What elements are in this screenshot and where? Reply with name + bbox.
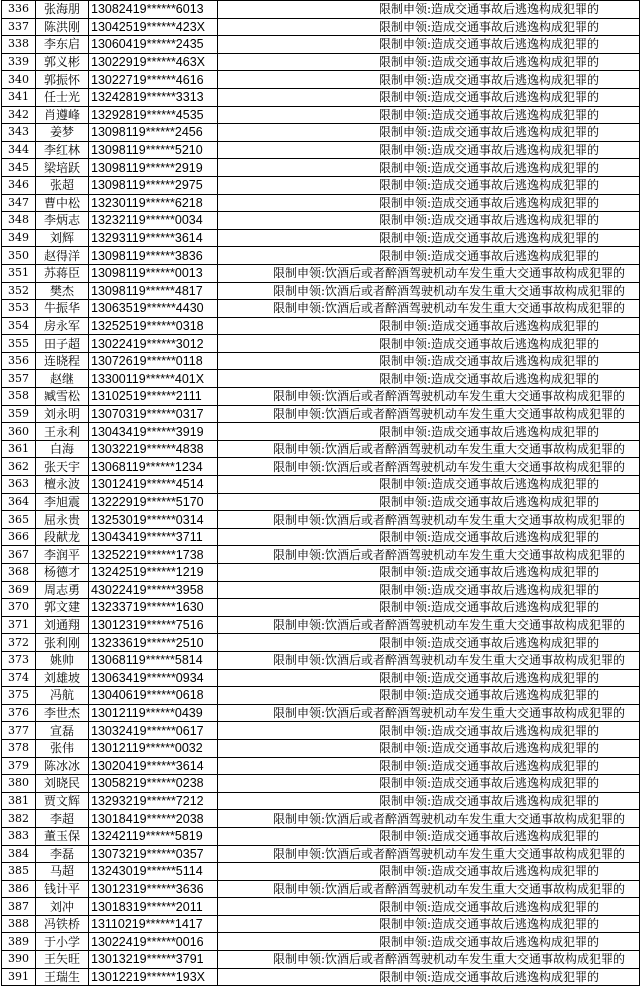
row-number: 382 (2, 810, 36, 828)
person-name: 冯铁桥 (36, 915, 89, 933)
id-number: 13043419******3711 (89, 528, 218, 546)
table-row (2, 141, 640, 159)
table-row (2, 388, 640, 406)
restriction-reason: 限制申领:造成交通事故后逃逸构成犯罪的 (218, 212, 640, 230)
restriction-reason: 限制申领:造成交通事故后逃逸构成犯罪的 (218, 757, 640, 775)
restriction-reason: 限制申领:造成交通事故后逃逸构成犯罪的 (218, 352, 640, 370)
person-name: 郭振怀 (36, 71, 89, 89)
row-number: 386 (2, 880, 36, 898)
table-row (2, 335, 640, 353)
person-name: 任士光 (36, 88, 89, 106)
table-row (2, 18, 640, 36)
restriction-reason: 限制申领:造成交通事故后逃逸构成犯罪的 (218, 493, 640, 511)
person-name: 张超 (36, 176, 89, 194)
id-number: 13300119******401X (89, 370, 218, 388)
row-number: 343 (2, 124, 36, 142)
table-row (2, 476, 640, 494)
row-number: 344 (2, 141, 36, 159)
restriction-reason: 限制申领:造成交通事故后逃逸构成犯罪的 (218, 968, 640, 986)
table-row (2, 212, 640, 230)
row-number: 366 (2, 528, 36, 546)
table-row (2, 511, 640, 529)
person-name: 刘通翔 (36, 616, 89, 634)
row-number: 342 (2, 106, 36, 124)
restriction-reason: 限制申领:造成交通事故后逃逸构成犯罪的 (218, 581, 640, 599)
row-number: 388 (2, 915, 36, 933)
row-number: 369 (2, 581, 36, 599)
person-name: 刘晓民 (36, 775, 89, 793)
table-row (2, 704, 640, 722)
id-number: 13063519******4430 (89, 300, 218, 318)
id-number: 13012419******4514 (89, 476, 218, 494)
table-row (2, 722, 640, 740)
person-name: 李超 (36, 810, 89, 828)
table-row (2, 36, 640, 54)
id-number: 13222919******5170 (89, 493, 218, 511)
id-number: 13098119******2975 (89, 176, 218, 194)
person-name: 梁培跃 (36, 159, 89, 177)
id-number: 13068119******1234 (89, 458, 218, 476)
person-name: 马超 (36, 863, 89, 881)
restriction-reason: 限制申领:饮酒后或者醉酒驾驶机动车发生重大交通事故构成犯罪的 (218, 546, 640, 564)
table-row (2, 124, 640, 142)
restriction-reason: 限制申领:造成交通事故后逃逸构成犯罪的 (218, 599, 640, 617)
person-name: 周志勇 (36, 581, 89, 599)
row-number: 391 (2, 968, 36, 986)
id-number: 13098119******4817 (89, 282, 218, 300)
id-number: 13032219******4838 (89, 440, 218, 458)
table-row (2, 581, 640, 599)
restriction-reason: 限制申领:造成交通事故后逃逸构成犯罪的 (218, 106, 640, 124)
restriction-reason: 限制申领:造成交通事故后逃逸构成犯罪的 (218, 827, 640, 845)
person-name: 张伟 (36, 739, 89, 757)
table-row (2, 300, 640, 318)
restriction-reason: 限制申领:饮酒后或者醉酒驾驶机动车发生重大交通事故构成犯罪的 (218, 810, 640, 828)
id-number: 13013219******3791 (89, 951, 218, 969)
restriction-reason: 限制申领:饮酒后或者醉酒驾驶机动车发生重大交通事故构成犯罪的 (218, 282, 640, 300)
id-number: 13233719******1630 (89, 599, 218, 617)
person-name: 杨德才 (36, 564, 89, 582)
person-name: 陈洪刚 (36, 18, 89, 36)
restriction-reason: 限制申领:饮酒后或者醉酒驾驶机动车发生重大交通事故构成犯罪的 (218, 388, 640, 406)
person-name: 贾文辉 (36, 792, 89, 810)
id-number: 13098119******2919 (89, 159, 218, 177)
id-number: 13293119******3614 (89, 229, 218, 247)
id-number: 13098119******0013 (89, 264, 218, 282)
table-row (2, 317, 640, 335)
restriction-reason: 限制申领:饮酒后或者醉酒驾驶机动车发生重大交通事故构成犯罪的 (218, 440, 640, 458)
restriction-reason: 限制申领:造成交通事故后逃逸构成犯罪的 (218, 898, 640, 916)
row-number: 378 (2, 739, 36, 757)
restriction-reason: 限制申领:造成交通事故后逃逸构成犯罪的 (218, 124, 640, 142)
id-number: 13020419******3614 (89, 757, 218, 775)
row-number: 349 (2, 229, 36, 247)
person-name: 姚帅 (36, 651, 89, 669)
row-number: 372 (2, 634, 36, 652)
person-name: 李东启 (36, 36, 89, 54)
restriction-reason: 限制申领:造成交通事故后逃逸构成犯罪的 (218, 669, 640, 687)
table-row (2, 863, 640, 881)
table-row (2, 968, 640, 986)
row-number: 385 (2, 863, 36, 881)
row-number: 376 (2, 704, 36, 722)
row-number: 359 (2, 405, 36, 423)
table-row (2, 546, 640, 564)
table-row (2, 599, 640, 617)
restriction-reason: 限制申领:造成交通事故后逃逸构成犯罪的 (218, 317, 640, 335)
person-name: 樊杰 (36, 282, 89, 300)
restriction-reason: 限制申领:饮酒后或者醉酒驾驶机动车发生重大交通事故构成犯罪的 (218, 704, 640, 722)
row-number: 361 (2, 440, 36, 458)
table-row (2, 88, 640, 106)
row-number: 345 (2, 159, 36, 177)
restriction-reason: 限制申领:饮酒后或者醉酒驾驶机动车发生重大交通事故构成犯罪的 (218, 880, 640, 898)
id-number: 13022419******3012 (89, 335, 218, 353)
person-name: 连晓程 (36, 352, 89, 370)
row-number: 352 (2, 282, 36, 300)
table-row (2, 739, 640, 757)
id-number: 13032419******0617 (89, 722, 218, 740)
id-number: 13253019******0314 (89, 511, 218, 529)
restriction-reason: 限制申领:饮酒后或者醉酒驾驶机动车发生重大交通事故构成犯罪的 (218, 651, 640, 669)
person-name: 刘雄坡 (36, 669, 89, 687)
person-name: 李旭震 (36, 493, 89, 511)
row-number: 338 (2, 36, 36, 54)
table-row (2, 370, 640, 388)
row-number: 356 (2, 352, 36, 370)
table-row (2, 528, 640, 546)
id-number: 13058219******0238 (89, 775, 218, 793)
person-name: 段献龙 (36, 528, 89, 546)
person-name: 苏蒋臣 (36, 264, 89, 282)
restriction-reason: 限制申领:造成交通事故后逃逸构成犯罪的 (218, 370, 640, 388)
table-row (2, 264, 640, 282)
id-number: 13098119******3836 (89, 247, 218, 265)
table-row (2, 440, 640, 458)
person-name: 钱计平 (36, 880, 89, 898)
restriction-reason: 限制申领:饮酒后或者醉酒驾驶机动车发生重大交通事故构成犯罪的 (218, 951, 640, 969)
restriction-reason: 限制申领:造成交通事故后逃逸构成犯罪的 (218, 1, 640, 19)
restriction-reason: 限制申领:造成交通事故后逃逸构成犯罪的 (218, 476, 640, 494)
id-number: 13230119******6218 (89, 194, 218, 212)
row-number: 370 (2, 599, 36, 617)
person-name: 肖遵峰 (36, 106, 89, 124)
id-number: 13102519******2111 (89, 388, 218, 406)
restriction-reason: 限制申领:造成交通事故后逃逸构成犯罪的 (218, 18, 640, 36)
table-row (2, 1, 640, 19)
person-name: 陈冰冰 (36, 757, 89, 775)
table-row (2, 651, 640, 669)
restriction-reason: 限制申领:造成交通事故后逃逸构成犯罪的 (218, 528, 640, 546)
restriction-reason: 限制申领:造成交通事故后逃逸构成犯罪的 (218, 53, 640, 71)
restriction-reason: 限制申领:造成交通事故后逃逸构成犯罪的 (218, 194, 640, 212)
person-name: 郭义彬 (36, 53, 89, 71)
id-number: 13232119******0034 (89, 212, 218, 230)
row-number: 358 (2, 388, 36, 406)
row-number: 355 (2, 335, 36, 353)
row-number: 337 (2, 18, 36, 36)
person-name: 臧雪松 (36, 388, 89, 406)
row-number: 357 (2, 370, 36, 388)
person-name: 姜梦 (36, 124, 89, 142)
table-row (2, 423, 640, 441)
restriction-reason: 限制申领:造成交通事故后逃逸构成犯罪的 (218, 141, 640, 159)
id-number: 13042519******423X (89, 18, 218, 36)
person-name: 张海朋 (36, 1, 89, 19)
table-row (2, 757, 640, 775)
id-number: 13040619******0618 (89, 687, 218, 705)
row-number: 381 (2, 792, 36, 810)
person-name: 王永利 (36, 423, 89, 441)
table-row (2, 352, 640, 370)
restriction-reason: 限制申领:造成交通事故后逃逸构成犯罪的 (218, 687, 640, 705)
table-row (2, 159, 640, 177)
restriction-reason: 限制申领:饮酒后或者醉酒驾驶机动车发生重大交通事故构成犯罪的 (218, 511, 640, 529)
id-number: 13242819******3313 (89, 88, 218, 106)
table-row (2, 282, 640, 300)
id-number: 13022719******4616 (89, 71, 218, 89)
id-number: 13012319******7516 (89, 616, 218, 634)
person-name: 屈永贵 (36, 511, 89, 529)
row-number: 340 (2, 71, 36, 89)
id-number: 13073219******0357 (89, 845, 218, 863)
person-name: 曹中松 (36, 194, 89, 212)
id-number: 13070319******0317 (89, 405, 218, 423)
row-number: 360 (2, 423, 36, 441)
restriction-reason: 限制申领:造成交通事故后逃逸构成犯罪的 (218, 335, 640, 353)
row-number: 351 (2, 264, 36, 282)
table-row (2, 880, 640, 898)
table-row (2, 898, 640, 916)
restriction-reason: 限制申领:饮酒后或者醉酒驾驶机动车发生重大交通事故构成犯罪的 (218, 300, 640, 318)
person-name: 檀永波 (36, 476, 89, 494)
id-number: 13098119******2456 (89, 124, 218, 142)
id-number: 13060419******2435 (89, 36, 218, 54)
record-table (1, 0, 640, 986)
row-number: 336 (2, 1, 36, 19)
restriction-reason: 限制申领:造成交通事故后逃逸构成犯罪的 (218, 915, 640, 933)
person-name: 宣磊 (36, 722, 89, 740)
restriction-reason: 限制申领:饮酒后或者醉酒驾驶机动车发生重大交通事故构成犯罪的 (218, 845, 640, 863)
id-number: 13292819******4535 (89, 106, 218, 124)
id-number: 43022419******3958 (89, 581, 218, 599)
restriction-reason: 限制申领:造成交通事故后逃逸构成犯罪的 (218, 564, 640, 582)
row-number: 363 (2, 476, 36, 494)
table-row (2, 827, 640, 845)
restriction-reason: 限制申领:造成交通事故后逃逸构成犯罪的 (218, 88, 640, 106)
row-number: 374 (2, 669, 36, 687)
person-name: 刘辉 (36, 229, 89, 247)
row-number: 383 (2, 827, 36, 845)
id-number: 13043419******3919 (89, 423, 218, 441)
person-name: 李磊 (36, 845, 89, 863)
restriction-reason: 限制申领:造成交通事故后逃逸构成犯罪的 (218, 247, 640, 265)
record-table-body (2, 1, 640, 986)
person-name: 董玉保 (36, 827, 89, 845)
restriction-reason: 限制申领:饮酒后或者醉酒驾驶机动车发生重大交通事故构成犯罪的 (218, 264, 640, 282)
row-number: 353 (2, 300, 36, 318)
table-row (2, 247, 640, 265)
row-number: 341 (2, 88, 36, 106)
row-number: 377 (2, 722, 36, 740)
row-number: 373 (2, 651, 36, 669)
restriction-reason: 限制申领:造成交通事故后逃逸构成犯罪的 (218, 933, 640, 951)
person-name: 赵继 (36, 370, 89, 388)
row-number: 379 (2, 757, 36, 775)
restriction-reason: 限制申领:造成交通事故后逃逸构成犯罪的 (218, 229, 640, 247)
person-name: 张利刚 (36, 634, 89, 652)
table-row (2, 669, 640, 687)
id-number: 13012119******0032 (89, 739, 218, 757)
row-number: 387 (2, 898, 36, 916)
person-name: 冯航 (36, 687, 89, 705)
id-number: 13098119******5210 (89, 141, 218, 159)
table-row (2, 933, 640, 951)
table-row (2, 915, 640, 933)
restriction-reason: 限制申领:造成交通事故后逃逸构成犯罪的 (218, 863, 640, 881)
restriction-reason: 限制申领:造成交通事故后逃逸构成犯罪的 (218, 739, 640, 757)
person-name: 刘冲 (36, 898, 89, 916)
table-row (2, 71, 640, 89)
person-name: 王矢旺 (36, 951, 89, 969)
person-name: 李红林 (36, 141, 89, 159)
id-number: 13063419******0934 (89, 669, 218, 687)
row-number: 371 (2, 616, 36, 634)
table-row (2, 458, 640, 476)
restriction-reason: 限制申领:饮酒后或者醉酒驾驶机动车发生重大交通事故构成犯罪的 (218, 458, 640, 476)
row-number: 390 (2, 951, 36, 969)
id-number: 13242519******1219 (89, 564, 218, 582)
restriction-reason: 限制申领:饮酒后或者醉酒驾驶机动车发生重大交通事故构成犯罪的 (218, 405, 640, 423)
id-number: 13243019******5114 (89, 863, 218, 881)
row-number: 347 (2, 194, 36, 212)
id-number: 13012119******0439 (89, 704, 218, 722)
restriction-reason: 限制申领:造成交通事故后逃逸构成犯罪的 (218, 159, 640, 177)
table-row (2, 616, 640, 634)
person-name: 赵得洋 (36, 247, 89, 265)
restriction-reason: 限制申领:造成交通事故后逃逸构成犯罪的 (218, 634, 640, 652)
id-number: 13012319******3636 (89, 880, 218, 898)
id-number: 13022919******463X (89, 53, 218, 71)
table-row (2, 194, 640, 212)
table-row (2, 564, 640, 582)
id-number: 13233619******2510 (89, 634, 218, 652)
id-number: 13012219******193X (89, 968, 218, 986)
row-number: 346 (2, 176, 36, 194)
table-row (2, 106, 640, 124)
row-number: 367 (2, 546, 36, 564)
restriction-reason: 限制申领:造成交通事故后逃逸构成犯罪的 (218, 36, 640, 54)
table-row (2, 845, 640, 863)
table-row (2, 792, 640, 810)
id-number: 13072619******0118 (89, 352, 218, 370)
row-number: 368 (2, 564, 36, 582)
row-number: 375 (2, 687, 36, 705)
row-number: 365 (2, 511, 36, 529)
id-number: 13018419******2038 (89, 810, 218, 828)
person-name: 李世杰 (36, 704, 89, 722)
person-name: 李润平 (36, 546, 89, 564)
table-row (2, 634, 640, 652)
row-number: 354 (2, 317, 36, 335)
table-row (2, 405, 640, 423)
row-number: 364 (2, 493, 36, 511)
restriction-reason: 限制申领:造成交通事故后逃逸构成犯罪的 (218, 176, 640, 194)
id-number: 13068119******5814 (89, 651, 218, 669)
id-number: 13293219******7212 (89, 792, 218, 810)
id-number: 13110219******1417 (89, 915, 218, 933)
restriction-reason: 限制申领:造成交通事故后逃逸构成犯罪的 (218, 792, 640, 810)
person-name: 于小学 (36, 933, 89, 951)
person-name: 刘永明 (36, 405, 89, 423)
restriction-reason: 限制申领:饮酒后或者醉酒驾驶机动车发生重大交通事故构成犯罪的 (218, 616, 640, 634)
table-row (2, 493, 640, 511)
restriction-reason: 限制申领:造成交通事故后逃逸构成犯罪的 (218, 423, 640, 441)
row-number: 384 (2, 845, 36, 863)
row-number: 362 (2, 458, 36, 476)
person-name: 王瑞生 (36, 968, 89, 986)
row-number: 348 (2, 212, 36, 230)
table-row (2, 775, 640, 793)
person-name: 白海 (36, 440, 89, 458)
restriction-reason: 限制申领:造成交通事故后逃逸构成犯罪的 (218, 722, 640, 740)
table-row (2, 687, 640, 705)
person-name: 房永军 (36, 317, 89, 335)
row-number: 380 (2, 775, 36, 793)
id-number: 13252219******1738 (89, 546, 218, 564)
table-row (2, 176, 640, 194)
table-row (2, 229, 640, 247)
person-name: 郭文建 (36, 599, 89, 617)
id-number: 13252519******0318 (89, 317, 218, 335)
person-name: 李炳志 (36, 212, 89, 230)
restriction-reason: 限制申领:造成交通事故后逃逸构成犯罪的 (218, 71, 640, 89)
row-number: 389 (2, 933, 36, 951)
id-number: 13018319******2011 (89, 898, 218, 916)
row-number: 350 (2, 247, 36, 265)
table-row (2, 53, 640, 71)
person-name: 张天宇 (36, 458, 89, 476)
id-number: 13242119******5819 (89, 827, 218, 845)
person-name: 田子超 (36, 335, 89, 353)
table-row (2, 810, 640, 828)
person-name: 牛振华 (36, 300, 89, 318)
row-number: 339 (2, 53, 36, 71)
id-number: 13022419******0016 (89, 933, 218, 951)
id-number: 13082419******6013 (89, 1, 218, 19)
restriction-reason: 限制申领:造成交通事故后逃逸构成犯罪的 (218, 775, 640, 793)
